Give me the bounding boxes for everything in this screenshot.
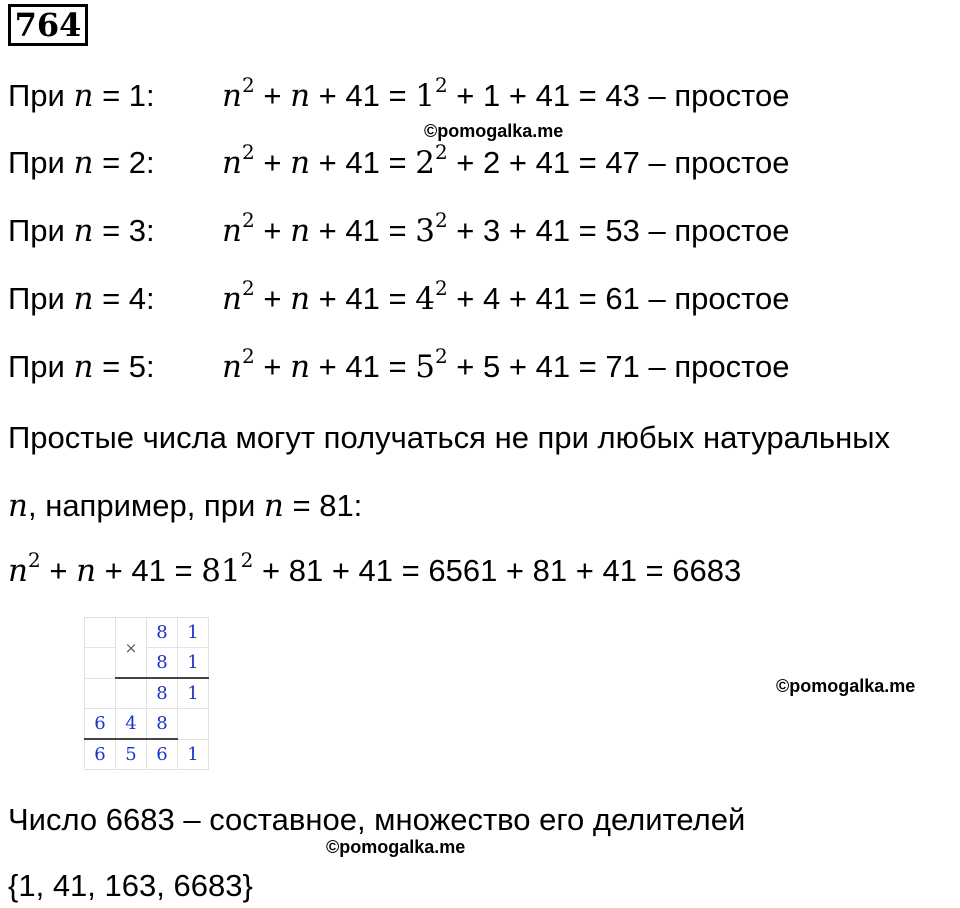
mul-cell [85,648,116,679]
case-equation-2: $n^2 + n + 41 = 2^2 + 2 + 41 = 47$ – простое [222,140,790,181]
watermark: ©pomogalka.me [326,837,466,857]
mul-cell: 5 [116,739,147,770]
mul-cell: 1 [178,739,209,770]
mul-cell: 8 [147,618,178,648]
mul-cell: 8 [147,678,178,709]
case-label-5: При n = 5: [8,349,155,385]
mul-cell: 6 [147,739,178,770]
mul-cell [85,618,116,648]
case-equation-5: $n^2 + n + 41 = 5^2 + 5 + 41 = 71$ – простое [222,344,790,385]
paragraph-line-1: Простые числа могут получаться не при любых натуральных [8,420,890,455]
case-equation-3: $n^2 + n + 41 = 3^2 + 3 + 41 = 53$ – простое [222,208,790,249]
case-label-2: При n = 2: [8,145,155,181]
task-number: 764 [8,4,88,46]
case-label-4: При n = 4: [8,281,155,317]
case-equation-1: $n^2 + n + 41 = 1^2 + 1 + 41 = 43$ – простое [222,73,790,114]
conclusion-line-2: {1, 41, 163, 6683} [8,868,253,903]
mul-cell: 1 [178,648,209,679]
mul-cell: 8 [147,648,178,679]
mul-cell [178,709,209,740]
mul-cell: 8 [147,709,178,740]
mul-cell: 1 [178,618,209,648]
case-equation-4: $n^2 + n + 41 = 4^2 + 4 + 41 = 61$ – простое [222,276,790,317]
column-multiplication [84,617,209,770]
mul-cell: 4 [116,709,147,740]
paragraph-line-2: n, например, при n = 81: [8,488,363,524]
case-label-3: При n = 3: [8,213,155,249]
case-label-1: При n = 1: [8,78,155,114]
watermark: ©pomogalka.me [424,121,564,141]
final-equation: $n^2 + n + 41 = 81^2 + 81 + 41 = 6561 + 81 + 41 = 6683$ [8,548,742,589]
watermark: ©pomogalka.me [776,676,916,696]
conclusion-line-1: Число 6683 – составное, множество его делителей [8,802,746,837]
mul-cell [85,678,116,709]
multiply-sign: × [116,618,147,679]
mul-cell [116,678,147,709]
mul-cell: 6 [85,709,116,740]
mul-cell: 6 [85,739,116,770]
mul-cell: 1 [178,678,209,709]
